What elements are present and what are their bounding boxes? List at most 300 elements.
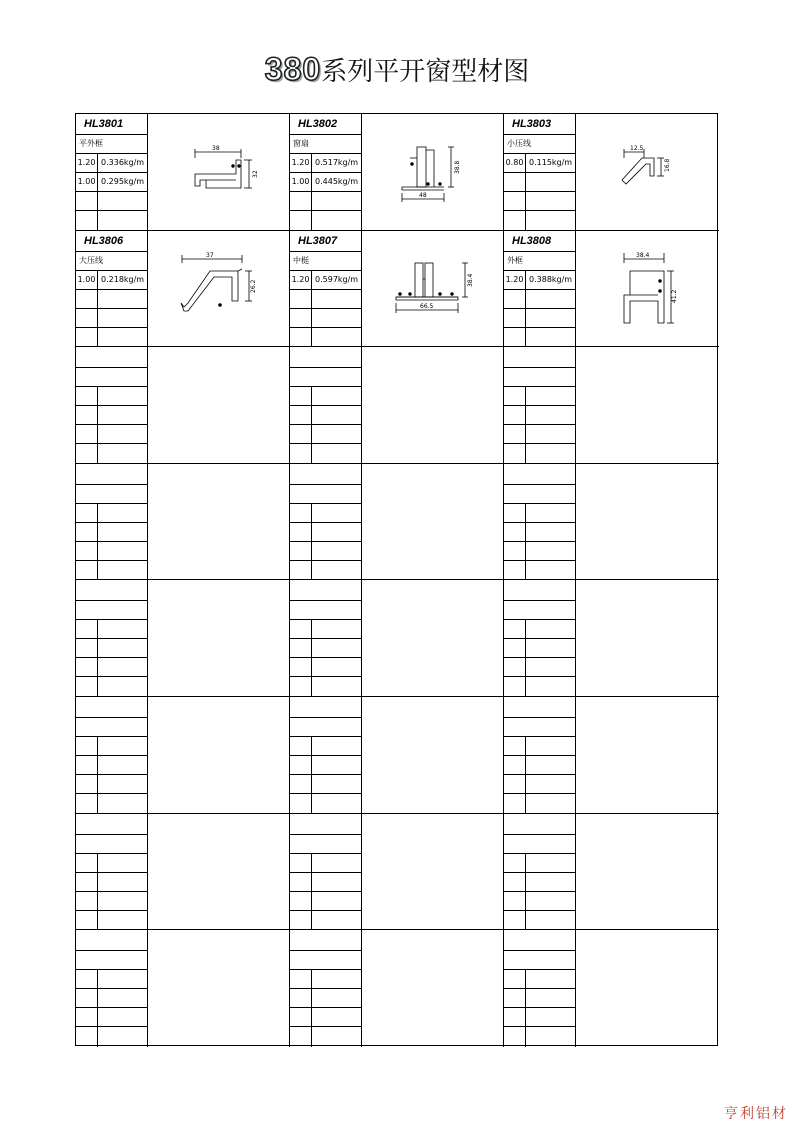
unit-weight [98, 677, 147, 697]
wall-thickness [504, 873, 526, 892]
profile-block [504, 464, 719, 581]
unit-weight [312, 425, 361, 444]
profile-code [290, 814, 361, 835]
title-text: 系列平开窗型材图 [321, 57, 530, 87]
unit-weight [312, 892, 361, 911]
unit-weight [312, 328, 361, 348]
wall-thickness [76, 309, 98, 328]
profile-block [290, 697, 504, 814]
unit-weight: 0.445kg/m [312, 173, 361, 192]
profile-drawing-area [576, 464, 718, 581]
unit-weight [312, 290, 361, 309]
profile-name: 平外框 [76, 135, 147, 154]
profile-code: HL3803 [504, 114, 575, 135]
unit-weight [526, 444, 575, 464]
profile-drawing-area [576, 347, 718, 464]
profile-info [290, 697, 362, 814]
unit-weight [526, 328, 575, 348]
wall-thickness [76, 677, 98, 697]
wall-thickness [290, 211, 312, 231]
unit-weight [312, 542, 361, 561]
title-series-number: 380 [264, 51, 322, 87]
wall-thickness [290, 328, 312, 348]
unit-weight [98, 444, 147, 464]
unit-weight [526, 1027, 575, 1047]
wall-thickness [76, 387, 98, 406]
wall-thickness: 0.80 [504, 154, 526, 173]
profile-block [76, 814, 290, 931]
wall-thickness [76, 737, 98, 756]
wall-thickness [290, 620, 312, 639]
profile-info [76, 697, 148, 814]
unit-weight: 0.388kg/m [526, 271, 575, 290]
unit-weight [526, 892, 575, 911]
profile-name [76, 485, 147, 504]
dimension-width-label: 12.5 [630, 145, 644, 152]
wall-thickness [290, 989, 312, 1008]
profile-drawing-area [576, 930, 718, 1047]
wall-thickness [504, 444, 526, 464]
unit-weight [526, 794, 575, 814]
profile-info [76, 347, 148, 464]
profile-block [504, 347, 719, 464]
wall-thickness [290, 677, 312, 697]
profile-code [76, 697, 147, 718]
profile-name: 窗扇 [290, 135, 361, 154]
profile-block [504, 580, 719, 697]
profile-drawing-area [576, 114, 718, 231]
wall-thickness [76, 658, 98, 677]
wall-thickness [504, 211, 526, 231]
profile-info [290, 114, 362, 231]
unit-weight: 0.336kg/m [98, 154, 147, 173]
profile-name: 大压线 [76, 252, 147, 271]
profile-code [504, 580, 575, 601]
profile-code [76, 347, 147, 368]
unit-weight [526, 620, 575, 639]
unit-weight [312, 970, 361, 989]
wall-thickness: 1.20 [76, 154, 98, 173]
wall-thickness [504, 854, 526, 873]
unit-weight [526, 854, 575, 873]
profile-name: 小压线 [504, 135, 575, 154]
wall-thickness [290, 561, 312, 581]
unit-weight [98, 794, 147, 814]
unit-weight [526, 561, 575, 581]
wall-thickness [504, 989, 526, 1008]
profile-name [290, 601, 361, 620]
profile-block [290, 114, 504, 231]
wall-thickness [504, 406, 526, 425]
profile-drawing-area [362, 347, 503, 464]
profile-block [504, 930, 719, 1047]
page-title [0, 52, 794, 89]
profile-name [290, 835, 361, 854]
unit-weight [98, 639, 147, 658]
unit-weight [312, 1027, 361, 1047]
profile-info [76, 464, 148, 581]
unit-weight [526, 775, 575, 794]
unit-weight [526, 737, 575, 756]
profile-code: HL3802 [290, 114, 361, 135]
profile-block [76, 347, 290, 464]
unit-weight [312, 794, 361, 814]
profile-name [76, 835, 147, 854]
profile-catalog-table [75, 113, 718, 1046]
wall-thickness [290, 425, 312, 444]
wall-thickness [76, 504, 98, 523]
wall-thickness [76, 211, 98, 231]
unit-weight [312, 444, 361, 464]
profile-drawing-area [576, 231, 718, 348]
unit-weight: 0.218kg/m [98, 271, 147, 290]
small-bead-profile-icon [576, 114, 719, 230]
unit-weight: 0.295kg/m [98, 173, 147, 192]
profile-code [290, 347, 361, 368]
wall-thickness [76, 775, 98, 794]
unit-weight [98, 1008, 147, 1027]
wall-thickness [76, 989, 98, 1008]
unit-weight [526, 309, 575, 328]
profile-name [290, 485, 361, 504]
unit-weight [312, 677, 361, 697]
profile-info [504, 814, 576, 931]
unit-weight [98, 309, 147, 328]
profile-code [504, 464, 575, 485]
wall-thickness [504, 677, 526, 697]
wall-thickness [504, 504, 526, 523]
wall-thickness [76, 192, 98, 211]
wall-thickness [504, 911, 526, 931]
profile-drawing-area [576, 697, 718, 814]
unit-weight [312, 873, 361, 892]
profile-info [290, 347, 362, 464]
unit-weight [312, 309, 361, 328]
profile-drawing-area [148, 930, 289, 1047]
unit-weight: 0.115kg/m [526, 154, 575, 173]
wall-thickness: 1.00 [76, 271, 98, 290]
profile-block [290, 347, 504, 464]
unit-weight [312, 658, 361, 677]
profile-drawing-area [148, 114, 289, 231]
profile-info [76, 930, 148, 1047]
wall-thickness [290, 658, 312, 677]
unit-weight [98, 290, 147, 309]
unit-weight [312, 775, 361, 794]
wall-thickness: 1.00 [290, 173, 312, 192]
profile-block [290, 930, 504, 1047]
wall-thickness [290, 775, 312, 794]
unit-weight [98, 658, 147, 677]
profile-code [76, 464, 147, 485]
unit-weight [526, 211, 575, 231]
unit-weight [312, 989, 361, 1008]
dimension-height-label: 41.2 [671, 289, 678, 303]
unit-weight [98, 523, 147, 542]
profile-info [504, 231, 576, 348]
profile-info [504, 580, 576, 697]
unit-weight [312, 523, 361, 542]
unit-weight [526, 658, 575, 677]
unit-weight [312, 561, 361, 581]
unit-weight [526, 387, 575, 406]
profile-block [76, 464, 290, 581]
profile-drawing-area [362, 930, 503, 1047]
dimension-width-label: 37 [206, 251, 214, 259]
wall-thickness [504, 523, 526, 542]
wall-thickness [504, 639, 526, 658]
profile-code [290, 697, 361, 718]
wall-thickness [290, 387, 312, 406]
dimension-width-label: 38.4 [636, 251, 650, 259]
wall-thickness [504, 892, 526, 911]
wall-thickness [504, 658, 526, 677]
profile-drawing-area [148, 347, 289, 464]
unit-weight [312, 620, 361, 639]
profile-code [76, 814, 147, 835]
frame-profile-icon [148, 114, 291, 230]
profile-code: HL3801 [76, 114, 147, 135]
profile-info [76, 231, 148, 348]
profile-block [76, 930, 290, 1047]
profile-name [76, 368, 147, 387]
wall-thickness [290, 444, 312, 464]
profile-name [76, 951, 147, 970]
wall-thickness [290, 639, 312, 658]
profile-info [504, 464, 576, 581]
profile-block [290, 580, 504, 697]
profile-drawing-area [148, 464, 289, 581]
dimension-height-label: 32 [252, 170, 259, 178]
wall-thickness [504, 425, 526, 444]
sash-profile-icon [362, 114, 503, 230]
wall-thickness [290, 892, 312, 911]
profile-info [290, 930, 362, 1047]
unit-weight [98, 620, 147, 639]
wall-thickness [290, 309, 312, 328]
profile-block [504, 814, 719, 931]
wall-thickness [504, 1008, 526, 1027]
profile-code [290, 580, 361, 601]
profile-info [76, 580, 148, 697]
profile-name [76, 601, 147, 620]
profile-name: 中梃 [290, 252, 361, 271]
wall-thickness [290, 854, 312, 873]
unit-weight [98, 854, 147, 873]
unit-weight [526, 173, 575, 192]
wall-thickness [76, 1008, 98, 1027]
dimension-width-label: 66.5 [420, 302, 434, 310]
unit-weight [98, 211, 147, 231]
wall-thickness [290, 192, 312, 211]
profile-drawing-area [362, 814, 503, 931]
profile-code: HL3806 [76, 231, 147, 252]
unit-weight [312, 406, 361, 425]
wall-thickness [504, 328, 526, 348]
profile-drawing-area [148, 814, 289, 931]
wall-thickness [76, 542, 98, 561]
wall-thickness [290, 406, 312, 425]
wall-thickness [76, 290, 98, 309]
unit-weight [526, 192, 575, 211]
wall-thickness [76, 756, 98, 775]
unit-weight: 0.597kg/m [312, 271, 361, 290]
profile-block [290, 464, 504, 581]
dimension-height-label: 26.2 [250, 279, 257, 293]
unit-weight [526, 504, 575, 523]
wall-thickness [76, 406, 98, 425]
profile-drawing-area [148, 580, 289, 697]
profile-code [290, 930, 361, 951]
profile-drawing-area [576, 814, 718, 931]
unit-weight [98, 387, 147, 406]
profile-info [76, 814, 148, 931]
wall-thickness [504, 794, 526, 814]
profile-block [504, 114, 719, 231]
dimension-height-label: 38.8 [454, 160, 461, 174]
wall-thickness [290, 970, 312, 989]
unit-weight [312, 211, 361, 231]
unit-weight [526, 989, 575, 1008]
profile-info [290, 814, 362, 931]
profile-drawing-area [148, 697, 289, 814]
wall-thickness [504, 290, 526, 309]
wall-thickness [504, 192, 526, 211]
profile-code [290, 464, 361, 485]
unit-weight [312, 192, 361, 211]
profile-drawing-area [576, 580, 718, 697]
wall-thickness: 1.20 [290, 271, 312, 290]
profile-name [76, 718, 147, 737]
wall-thickness [76, 1027, 98, 1047]
profile-info [504, 114, 576, 231]
unit-weight [98, 406, 147, 425]
unit-weight [312, 756, 361, 775]
unit-weight [98, 328, 147, 348]
wall-thickness [290, 756, 312, 775]
profile-info [504, 930, 576, 1047]
profile-block [76, 231, 290, 348]
wall-thickness [290, 1027, 312, 1047]
unit-weight [312, 1008, 361, 1027]
unit-weight [526, 639, 575, 658]
unit-weight [98, 561, 147, 581]
wall-thickness [504, 775, 526, 794]
profile-code [504, 930, 575, 951]
wall-thickness [76, 561, 98, 581]
dimension-width-label: 38 [212, 145, 220, 152]
wall-thickness [504, 756, 526, 775]
mullion-profile-icon [362, 231, 503, 347]
profile-code: HL3807 [290, 231, 361, 252]
wall-thickness [76, 523, 98, 542]
profile-name [504, 835, 575, 854]
wall-thickness [76, 911, 98, 931]
profile-info [504, 347, 576, 464]
wall-thickness [290, 737, 312, 756]
wall-thickness [290, 873, 312, 892]
wall-thickness [290, 290, 312, 309]
profile-info [290, 464, 362, 581]
wall-thickness [504, 561, 526, 581]
wall-thickness [290, 911, 312, 931]
profile-info [290, 580, 362, 697]
profile-info [290, 231, 362, 348]
unit-weight [98, 892, 147, 911]
profile-block [290, 231, 504, 348]
profile-code [504, 814, 575, 835]
wall-thickness [290, 794, 312, 814]
unit-weight [98, 1027, 147, 1047]
wall-thickness [290, 1008, 312, 1027]
profile-block [76, 114, 290, 231]
unit-weight [98, 756, 147, 775]
wall-thickness [76, 794, 98, 814]
profile-drawing-area [362, 580, 503, 697]
unit-weight [526, 677, 575, 697]
unit-weight [98, 504, 147, 523]
unit-weight [312, 854, 361, 873]
dimension-width-label: 48 [419, 192, 427, 199]
unit-weight [526, 970, 575, 989]
wall-thickness [504, 737, 526, 756]
profile-info [504, 697, 576, 814]
unit-weight [526, 756, 575, 775]
wall-thickness [504, 387, 526, 406]
wall-thickness [76, 444, 98, 464]
dimension-height-label: 38.4 [467, 273, 474, 287]
profile-code [76, 580, 147, 601]
profile-block [504, 231, 719, 348]
wall-thickness: 1.20 [290, 154, 312, 173]
wall-thickness [76, 970, 98, 989]
unit-weight [98, 425, 147, 444]
profile-code: HL3808 [504, 231, 575, 252]
wall-thickness [504, 173, 526, 192]
profile-block [76, 580, 290, 697]
unit-weight [312, 387, 361, 406]
profile-name [504, 951, 575, 970]
unit-weight [526, 425, 575, 444]
profile-name [290, 718, 361, 737]
profile-drawing-area [362, 114, 503, 231]
profile-name [504, 718, 575, 737]
wall-thickness [290, 523, 312, 542]
unit-weight: 0.517kg/m [312, 154, 361, 173]
profile-name [504, 601, 575, 620]
large-bead-profile-icon [148, 231, 291, 347]
unit-weight [312, 737, 361, 756]
wall-thickness [76, 328, 98, 348]
dimension-height-label: 16.8 [664, 158, 671, 172]
profile-name [504, 368, 575, 387]
wall-thickness [290, 542, 312, 561]
outer-frame-profile-icon [576, 231, 719, 347]
wall-thickness: 1.00 [76, 173, 98, 192]
profile-code [76, 930, 147, 951]
wall-thickness [76, 873, 98, 892]
profile-block [290, 814, 504, 931]
unit-weight [98, 911, 147, 931]
unit-weight [526, 873, 575, 892]
profile-drawing-area [362, 697, 503, 814]
unit-weight [312, 504, 361, 523]
unit-weight [312, 911, 361, 931]
wall-thickness [504, 1027, 526, 1047]
wall-thickness [504, 309, 526, 328]
unit-weight [526, 1008, 575, 1027]
wall-thickness [504, 542, 526, 561]
